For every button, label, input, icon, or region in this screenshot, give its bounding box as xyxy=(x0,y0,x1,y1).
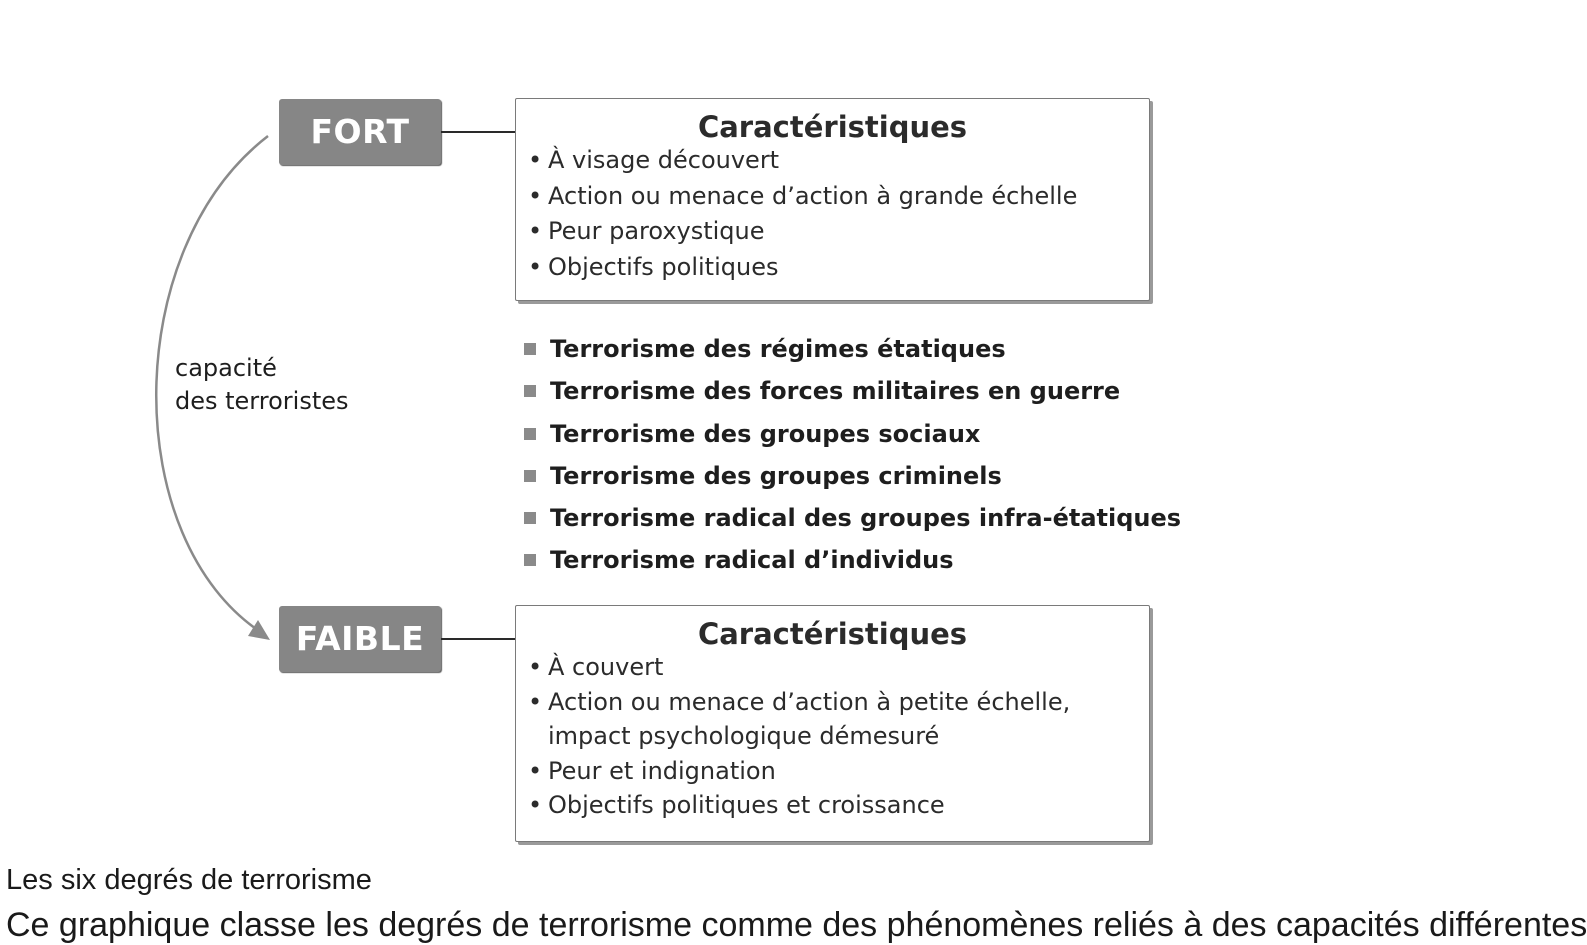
weak-connector xyxy=(441,638,515,640)
list-item: • Objectifs politiques xyxy=(528,250,1149,286)
axis-label-line1: capacité xyxy=(175,354,277,382)
degree-item: Terrorisme des groupes criminels xyxy=(524,457,1181,499)
strong-level-badge: FORT xyxy=(279,99,441,165)
list-item: impact psychologique démesuré xyxy=(548,722,940,750)
list-item: • À visage découvert xyxy=(528,143,1149,179)
axis-label xyxy=(175,352,349,418)
strong-connector xyxy=(441,131,515,133)
weak-characteristics-card xyxy=(515,605,1150,842)
list-item: • Action ou menace d’action à grande échelle xyxy=(528,179,1149,215)
list-item: • Objectifs politiques et croissance xyxy=(528,788,1149,823)
degree-item: Terrorisme des régimes étatiques xyxy=(524,330,1181,372)
weak-characteristics-list xyxy=(516,650,1149,823)
list-item: • Peur paroxystique xyxy=(528,214,1149,250)
figure-caption: Les six degrés de terrorisme xyxy=(6,864,372,896)
list-item: • Peur et indignation xyxy=(528,754,1149,789)
degree-item: Terrorisme des groupes sociaux xyxy=(524,415,1181,457)
strong-characteristics-list xyxy=(516,143,1149,285)
weak-level-badge: FAIBLE xyxy=(279,606,441,672)
degree-item: Terrorisme radical des groupes infra-étatiques xyxy=(524,499,1181,541)
strong-card-title: Caractéristiques xyxy=(697,110,968,144)
axis-label-line2: des terroristes xyxy=(175,387,349,415)
degree-item: Terrorisme des forces militaires en guerre xyxy=(524,372,1181,414)
list-item: • Action ou menace d’action à petite échelle, xyxy=(528,685,1149,720)
caption-description-cut: Ce graphique classe les degrés de terrorisme comme des phénomènes reliés à des capacités différentes xyxy=(6,906,1587,944)
terrorism-degrees-list xyxy=(524,330,1181,584)
strong-characteristics-card xyxy=(515,98,1150,301)
weak-card-title: Caractéristiques xyxy=(697,617,968,651)
capacity-arrow-head xyxy=(248,620,270,640)
degree-item: Terrorisme radical d’individus xyxy=(524,541,1181,583)
list-item: • À couvert xyxy=(528,650,1149,685)
